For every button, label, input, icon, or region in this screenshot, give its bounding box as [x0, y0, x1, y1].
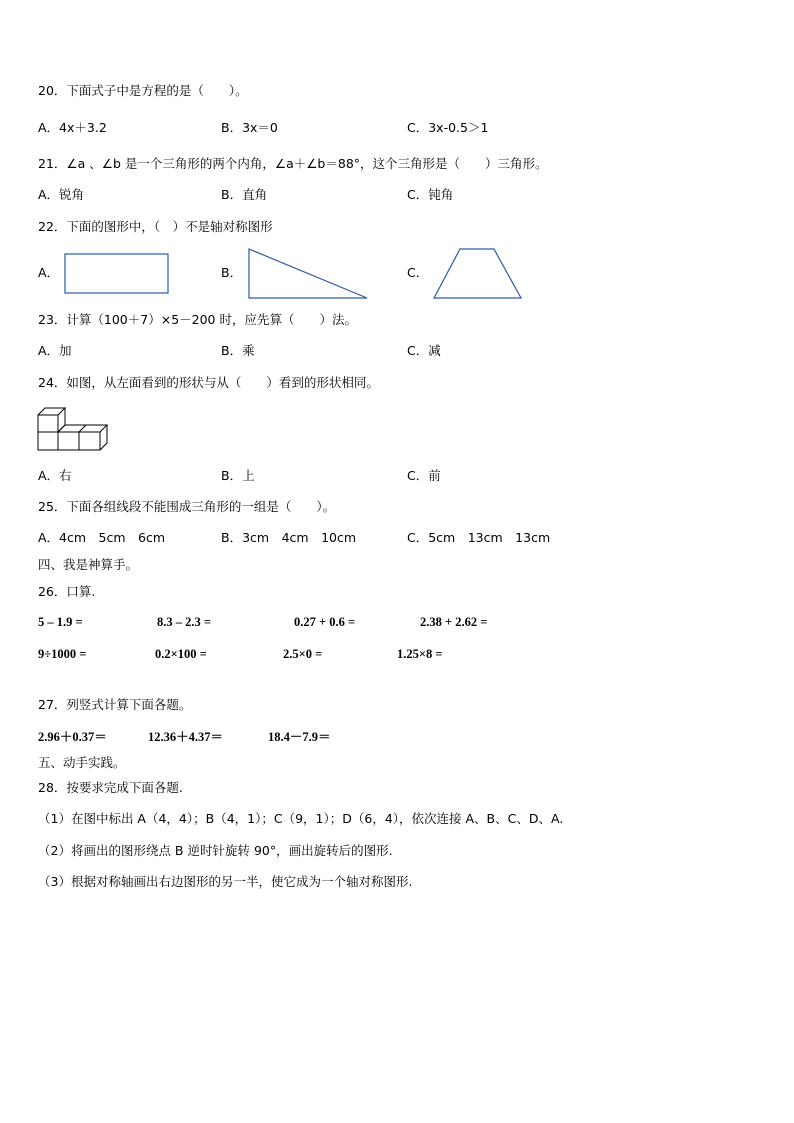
q26-item: 2.5×0 = — [283, 647, 323, 661]
q25-stem: 25．下面各组线段不能围成三角形的一组是（ ）。 — [38, 499, 336, 514]
q20-option-a: A．4x＋3.2 — [38, 120, 107, 135]
trapezoid-shape — [433, 248, 524, 300]
q26-item: 0.27 + 0.6 = — [294, 615, 356, 629]
q20-option-c: C．3x-0.5＞1 — [407, 120, 489, 135]
q24-option-a: A．右 — [38, 468, 72, 483]
q22-option-b: B． — [221, 265, 243, 280]
rectangle-shape — [64, 253, 170, 295]
right-triangle-shape — [248, 248, 370, 300]
section-5-heading: 五、动手实践。 — [38, 755, 126, 770]
q23-stem: 23．计算（100＋7）×5－200 时，应先算（ ）法。 — [38, 312, 357, 327]
q21-option-b: B．直角 — [221, 187, 268, 202]
q28-part-1: （1）在图中标出 A（4，4）；B（4，1）；C（9，1）；D（6，4），依次连接 A、B、C、D、A. — [38, 811, 564, 826]
q22-stem: 22．下面的图形中，（ ）不是轴对称图形 — [38, 219, 273, 234]
q27-stem: 27．列竖式计算下面各题。 — [38, 697, 192, 712]
cube-stack-figure — [36, 404, 116, 454]
q23-option-b: B．乘 — [221, 343, 255, 358]
q26-item: 2.38 + 2.62 = — [420, 615, 488, 629]
q26-item: 1.25×8 = — [397, 647, 443, 661]
q26-item: 9÷1000 = — [38, 647, 87, 661]
q21-option-a: A．锐角 — [38, 187, 85, 202]
q21-stem: 21．∠a 、∠b 是一个三角形的两个内角，∠a＋∠b＝88°，这个三角形是（ ）三角形。 — [38, 156, 548, 171]
q25-option-b: B．3cm 4cm 10cm — [221, 530, 357, 545]
q26-stem: 26．口算. — [38, 584, 96, 599]
q23-option-c: C．减 — [407, 343, 441, 358]
q26-item: 5 – 1.9 = — [38, 615, 83, 629]
q22-option-a: A． — [38, 265, 60, 280]
q28-part-2: （2）将画出的图形绕点 B 逆时针旋转 90°，画出旋转后的图形. — [38, 843, 393, 858]
q24-option-c: C．前 — [407, 468, 441, 483]
q24-stem: 24．如图，从左面看到的形状与从（ ）看到的形状相同。 — [38, 375, 379, 390]
q22-option-c: C． — [407, 265, 429, 280]
q23-option-a: A．加 — [38, 343, 72, 358]
q26-item: 8.3 – 2.3 = — [157, 615, 211, 629]
q27-item: 12.36＋4.37＝ — [148, 730, 224, 744]
q28-part-3: （3）根据对称轴画出右边图形的另一半，使它成为一个轴对称图形. — [38, 874, 413, 889]
q24-option-b: B．上 — [221, 468, 255, 483]
q25-option-a: A．4cm 5cm 6cm — [38, 530, 166, 545]
q20-option-b: B．3x＝0 — [221, 120, 278, 135]
q21-option-c: C．钝角 — [407, 187, 454, 202]
q28-stem: 28．按要求完成下面各题. — [38, 780, 183, 795]
q26-item: 0.2×100 = — [155, 647, 207, 661]
section-4-heading: 四、我是神算手。 — [38, 557, 139, 572]
q27-item: 18.4－7.9＝ — [268, 730, 331, 744]
q25-option-c: C．5cm 13cm 13cm — [407, 530, 551, 545]
q27-item: 2.96＋0.37＝ — [38, 730, 107, 744]
q20-stem: 20．下面式子中是方程的是（ ）。 — [38, 83, 248, 98]
